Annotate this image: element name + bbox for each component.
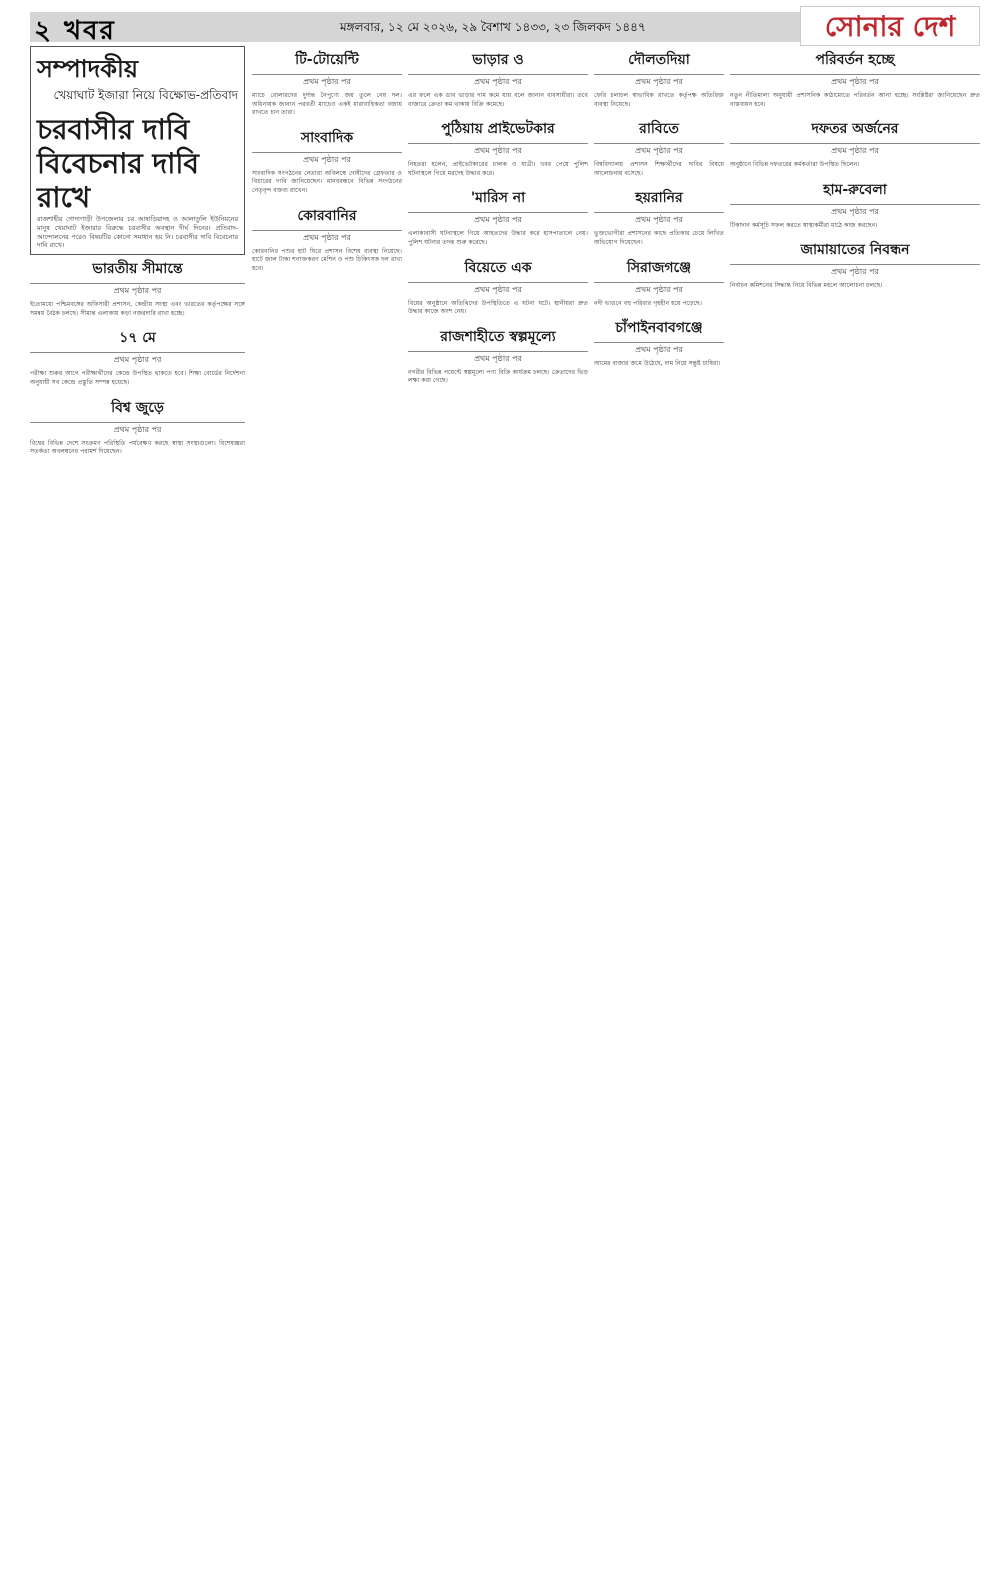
story-title: ১৭ মে xyxy=(30,324,245,353)
story-body: নিহতরা হলেন, প্রাইভেটকারের চালক ও যাত্রী। খবর পেয়ে পুলিশ ঘটনাস্থলে গিয়ে মরদেহ উদ্ধার করে। xyxy=(408,161,588,177)
story-title: সাংবাদিক xyxy=(252,124,402,153)
story-title: ভাড়ার ও xyxy=(408,46,588,75)
story-17-may xyxy=(30,324,245,387)
story-body: নগরীর বিভিন্ন পয়েন্টে স্বল্পমূল্যে পণ্য বিক্রি কার্যক্রম চলছে। ক্রেতাদের ভিড় লক্ষ্য করা গেছে। xyxy=(408,368,588,385)
story-title: কোরবানির xyxy=(252,202,402,231)
story-title: বিশ্ব জুড়ে xyxy=(30,394,245,423)
story-continued: প্রথম পৃষ্ঠার পর xyxy=(635,215,683,225)
story-continued: প্রথম পৃষ্ঠার পর xyxy=(474,215,522,225)
story-t20 xyxy=(252,46,402,118)
masthead-logo: সোনার দেশ xyxy=(800,6,980,46)
column-3 xyxy=(408,46,588,1563)
story-qurbani xyxy=(252,202,402,274)
story-sirajganj xyxy=(594,254,724,309)
editorial-headline: চরবাসীর দাবি বিবেচনার দাবি রাখে xyxy=(37,113,199,214)
story-chapainawabganj xyxy=(594,314,724,369)
story-body: নির্বাচন কমিশনের সিদ্ধান্ত নিয়ে বিভিন্ন মহলে আলোচনা চলছে। xyxy=(730,282,883,290)
story-title: হয়রানির xyxy=(594,184,724,213)
story-wedding xyxy=(408,254,588,317)
story-rabi xyxy=(594,115,724,178)
story-journalist xyxy=(252,124,402,196)
story-continued: প্রথম পৃষ্ঠার পর xyxy=(831,146,879,156)
story-indian-border xyxy=(30,255,245,318)
story-body: টিকাদান কর্মসূচি সফল করতে স্বাস্থ্যকর্মীরা মাঠে কাজ করছেন। xyxy=(730,221,878,229)
story-harassment xyxy=(594,184,724,247)
column-4 xyxy=(594,46,724,1563)
story-measles-rubella xyxy=(730,176,980,231)
story-world xyxy=(30,394,245,457)
story-body: ভুক্তভোগীরা প্রশাসনের কাছে প্রতিকার চেয়ে লিখিত অভিযোগ দিয়েছেন। xyxy=(594,230,724,246)
story-body: বিয়ের অনুষ্ঠানে অতিথিদের উপস্থিতিতে এ ঘটনা ঘটে। স্থানীয়রা দ্রুত উদ্ধার কাজে অংশ নেয়। xyxy=(408,299,588,316)
editorial-subhead: খেয়াঘাট ইজারা নিয়ে বিক্ষোভ-প্রতিবাদ xyxy=(53,88,238,102)
story-continued: প্রথম পৃষ্ঠার পর xyxy=(113,355,162,365)
story-title: জামায়াতের নিবন্ধন xyxy=(730,236,980,265)
story-continued: প্রথম পৃষ্ঠার পর xyxy=(831,267,879,277)
story-jamaat-registration xyxy=(730,236,980,291)
story-puthia-car xyxy=(408,115,588,178)
story-continued: প্রথম পৃষ্ঠার পর xyxy=(831,77,879,86)
story-daulatdia xyxy=(594,46,724,109)
story-body: এলাকাবাসী ঘটনাস্থলে গিয়ে আহতদের উদ্ধার করে হাসপাতালে নেয়। পুলিশ ঘটনার তদন্ত শুরু করেছে। xyxy=(408,230,588,246)
story-body: আমের বাজার জমে উঠেছে, দাম নিয়ে সন্তুষ্ট চাষিরা। xyxy=(594,360,721,368)
story-title: দফতর অর্জনের xyxy=(730,115,980,144)
story-title: টি-টোয়েন্টি xyxy=(252,46,402,75)
story-maris-na xyxy=(408,184,588,247)
story-title: চাঁপাইনবাবগঞ্জে xyxy=(594,314,724,343)
story-title: হাম-রুবেলা xyxy=(730,176,980,205)
story-body: কোরবানির পশুর হাট ঘিরে প্রশাসন বিশেষ ব্যবস্থা নিয়েছে। হাটে জাল টাকা শনাক্তকরণ মেশিন ও পশু চিকিৎসক দল রাখা হবে। xyxy=(252,247,402,272)
story-continued: প্রথম পৃষ্ঠার পর xyxy=(474,77,522,86)
story-body: বিশ্বের বিভিন্ন দেশে সংক্রমণ পরিস্থিতি পর্যবেক্ষণ করছে স্বাস্থ্য সংস্থাগুলো। বিশেষজ্ঞরা সতর্কতা অবলম্বনের পরামর্শ দিয়েছেন। xyxy=(30,439,245,456)
editorial-label: সম্পাদকীয় xyxy=(37,55,139,83)
story-body: ম্যাচে বোলারদের দুর্দান্ত নৈপুণ্যে জয় তুলে নেয় দল। অধিনায়ক জানান পরবর্তী ম্যাচেও একই ধারাবাহিকতা বজায় রাখতে চান তারা। xyxy=(252,92,402,117)
column-2 xyxy=(252,46,402,1563)
story-continued: প্রথম পৃষ্ঠার পর xyxy=(113,286,162,296)
editorial-body: রাজশাহীর গোদাগাড়ী উপজেলার চর আষাড়িয়াদহ ও আলাতুলি ইউনিয়নের মানুষ খেয়াঘাট ইজারার বিরুদ্ধে চরবাসীর অবস্থান দীর্ঘ দিনের। প্রতিবাদ-আন্দোলনের পরেও বিষয়টির কোনো সমাধান হয় নি। চরবাসীর দাবি বিবেচনার দাবি রাখে। xyxy=(37,215,238,250)
story-continued: প্রথম পৃষ্ঠার পর xyxy=(113,424,162,434)
story-continued: প্রথম পৃষ্ঠার পর xyxy=(303,232,351,242)
story-title: রাজশাহীতে স্বল্পমূল্যে xyxy=(408,323,588,352)
story-title: 'মারিস না xyxy=(408,184,588,213)
story-title: বিয়েতে এক xyxy=(408,254,588,283)
story-change xyxy=(730,46,980,109)
story-low-price xyxy=(408,323,588,386)
story-continued: প্রথম পৃষ্ঠার পর xyxy=(635,77,683,86)
story-continued: প্রথম পৃষ্ঠার পর xyxy=(474,353,522,363)
story-continued: প্রথম পৃষ্ঠার পর xyxy=(635,284,683,294)
story-body: এর ফলে এক ডাব ভাড়ার দাম কমে যায় বলে জানান ব্যবসায়ীরা। তবে বাজারে ক্রেতা কম থাকায় বিক্রি কমেছে। xyxy=(408,92,588,108)
editorial-box xyxy=(30,46,245,255)
story-body: বিশ্ববিদ্যালয় প্রশাসন শিক্ষার্থীদের দাবির বিষয়ে আলোচনায় বসেছে। xyxy=(594,161,724,177)
story-body: ইতোমধ্যে পশ্চিমবঙ্গের অফিসারী প্রশাসন, কেন্দ্রীয় সংস্থা এবং ভারতের কর্তৃপক্ষের সঙ্গে সমন্বয় বৈঠক চলছে। সীমান্ত এলাকায় কড়া নজরদারি রাখা হচ্ছে। xyxy=(30,301,245,317)
story-title: পরিবর্তন হচ্ছে xyxy=(730,46,980,75)
story-continued: প্রথম পৃষ্ঠার পর xyxy=(635,345,683,355)
story-title: রাবিতে xyxy=(594,115,724,144)
page-label: ২ খবর xyxy=(34,16,116,46)
story-title: ভারতীয় সীমান্তে xyxy=(30,255,245,284)
story-continued: প্রথম পৃষ্ঠার পর xyxy=(474,146,522,156)
story-body: সাংবাদিক সংগঠনের নেতারা অবিলম্বে দোষীদের গ্রেফতার ও বিচারের দাবি জানিয়েছেন। মানববন্ধনে বিভিন্ন সংগঠনের নেতৃবৃন্দ বক্তব্য রাখেন। xyxy=(252,169,402,194)
story-body: পরীক্ষা শুরুর আগে পরীক্ষার্থীদের কেন্দ্রে উপস্থিত থাকতে হবে। শিক্ষা বোর্ডের নির্দেশনা অনুযায়ী সব কেন্দ্রে প্রস্তুতি সম্পন্ন হয়েছে। xyxy=(30,370,245,386)
story-title: সিরাজগঞ্জে xyxy=(594,254,724,283)
story-continued: প্রথম পৃষ্ঠার পর xyxy=(635,146,683,156)
story-title: দৌলতদিয়া xyxy=(594,46,724,75)
column-1 xyxy=(30,46,245,1563)
story-body: অনুষ্ঠানে বিভিন্ন দফতরের কর্মকর্তারা উপস্থিত ছিলেন। xyxy=(730,161,860,169)
story-continued: প্রথম পৃষ্ঠার পর xyxy=(303,154,351,164)
story-rent xyxy=(408,46,588,109)
story-body: নতুন নীতিমালা অনুযায়ী প্রশাসনিক কাঠামোতে পরিবর্তন আনা হচ্ছে। সংশ্লিষ্টরা জানিয়েছেন দ্রুত বাস্তবায়ন হবে। xyxy=(730,92,980,108)
story-continued: প্রথম পৃষ্ঠার পর xyxy=(831,206,879,216)
column-5 xyxy=(730,46,980,1563)
story-department xyxy=(730,115,980,170)
story-body: নদী ভাঙনে বহু পরিবার গৃহহীন হয়ে পড়েছে। xyxy=(594,299,703,307)
story-continued: প্রথম পৃষ্ঠার পর xyxy=(303,77,351,86)
date-line: মঙ্গলবার, ১২ মে ২০২৬, ২৯ বৈশাখ ১৪৩৩, ২৩ জিলকদ ১৪৪৭ xyxy=(340,20,646,34)
story-title: পুঠিয়ায় প্রাইভেটকার xyxy=(408,115,588,144)
story-body: ফেরি চলাচল স্বাভাবিক রাখতে কর্তৃপক্ষ অতিরিক্ত ব্যবস্থা নিয়েছে। xyxy=(594,92,724,108)
story-continued: প্রথম পৃষ্ঠার পর xyxy=(474,284,522,294)
